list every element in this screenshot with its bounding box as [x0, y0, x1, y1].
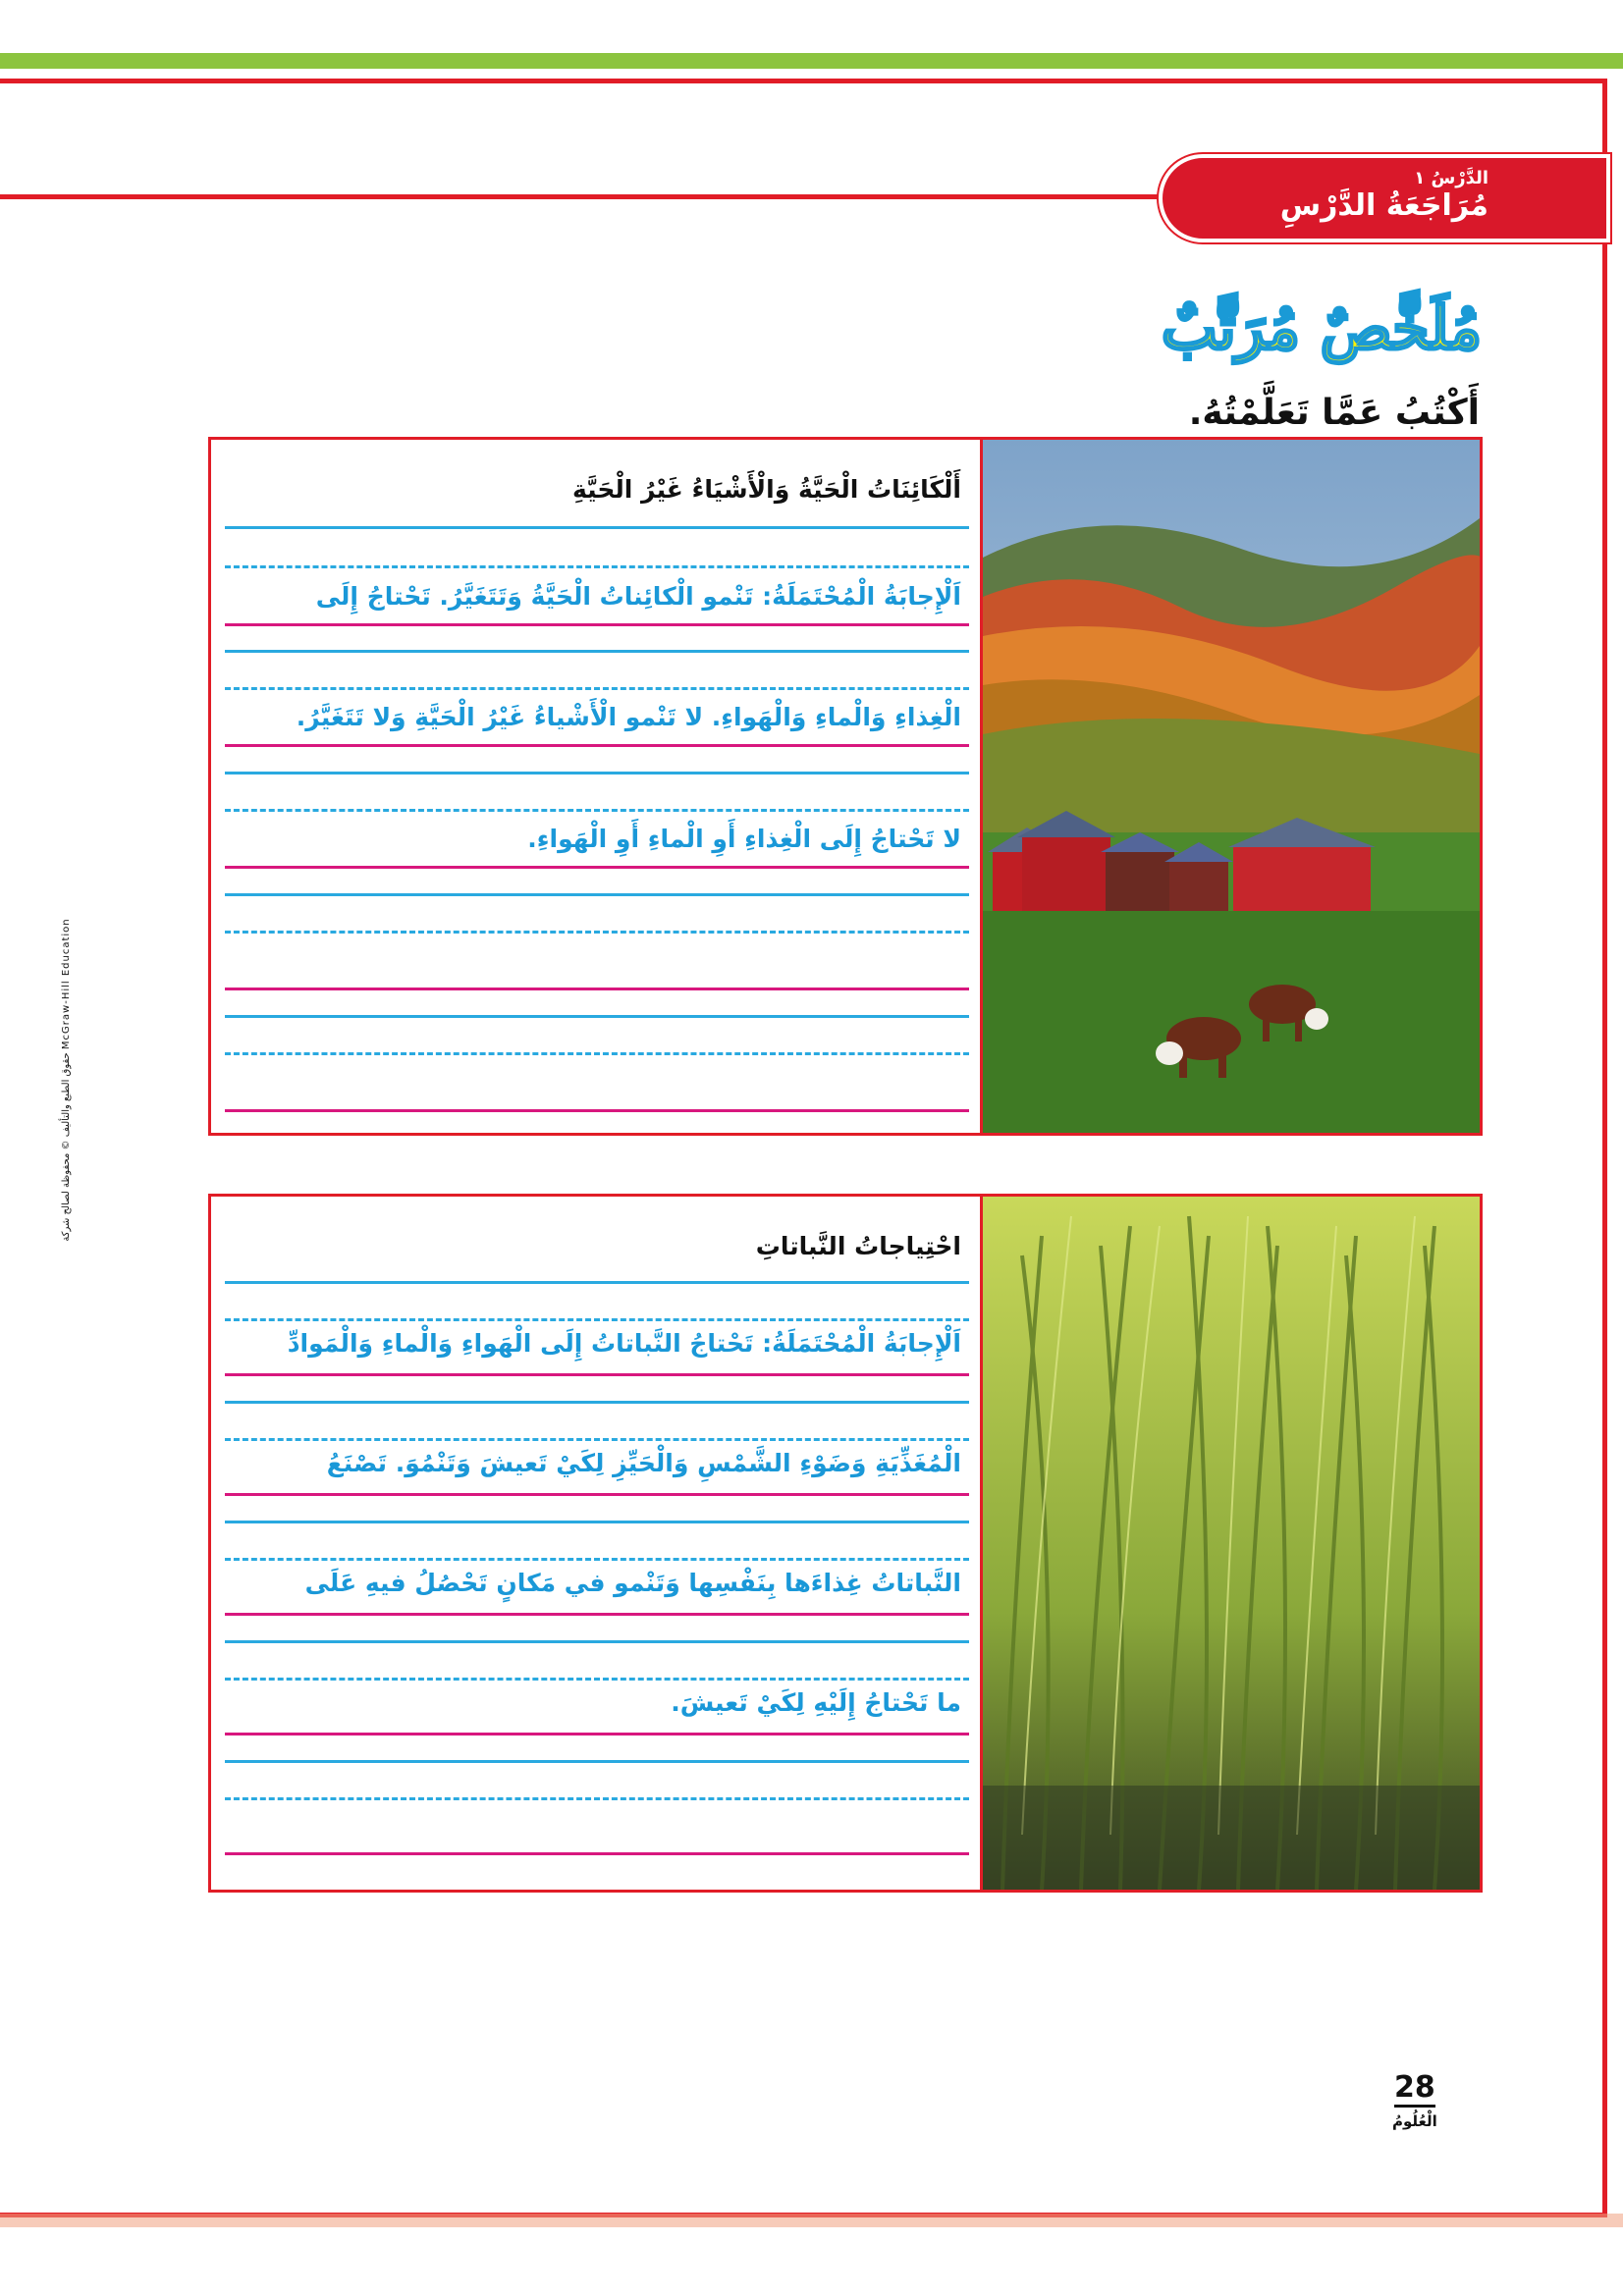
rule-line: [225, 1109, 969, 1112]
page-number: 28: [1394, 2071, 1435, 2108]
answer-line: الْمُغَذِّيَةِ وَضَوْءِ الشَّمْسِ وَالْحَيِّزِ لِكَيْ تَعيشَ وَتَنْمُوَ. تَصْنَعُ: [326, 1449, 961, 1477]
instruction-text: أَكْتُبُ عَمَّا تَعَلَّمْتُهُ.: [1188, 393, 1480, 433]
summary-box-plant-needs: [208, 1194, 1483, 1893]
rule-line: [225, 526, 969, 529]
rule-line: [225, 988, 969, 990]
rule-line: [225, 866, 969, 869]
rule-line: [225, 1438, 969, 1441]
rule-line: [225, 1613, 969, 1616]
box-title: احْتِياجاتُ النَّباتاتِ: [755, 1232, 961, 1260]
farm-illustration: [983, 440, 1480, 1133]
rule-line: [225, 1052, 969, 1055]
grass-photo: [980, 1197, 1480, 1890]
rule-line: [225, 1373, 969, 1376]
lesson-label: الدَّرْسُ ١: [1414, 168, 1488, 188]
rule-line: [225, 1733, 969, 1735]
box-title: أَلْكَائِنَاتُ الْحَيَّةُ وَالْأَشْيَاءُ غَيْرُ الْحَيَّةِ: [572, 475, 961, 504]
rule-line: [225, 1318, 969, 1321]
lesson-review-tab: [1159, 154, 1610, 242]
copyright-side-note: حقوق الطبع والتأليف © محفوظة لصالح شركة McGraw-Hill Education: [61, 918, 72, 1242]
rule-line: [225, 1640, 969, 1643]
rule-line: [225, 1521, 969, 1523]
rule-line: [225, 893, 969, 896]
top-green-bar: [0, 53, 1623, 69]
answer-line: اَلْإِجابَةُ الْمُحْتَمَلَةُ: تَحْتاجُ النَّباتاتُ إِلَى الْهَواءِ وَالْماءِ وَالْمَوادِّ: [287, 1329, 961, 1358]
section-title: مُلَخَّصٌ مُرَتَّبٌ: [1162, 294, 1482, 363]
answer-line: الْغِذاءِ وَالْماءِ وَالْهَواءِ. لا تَنْمو الْأَشْياءُ غَيْرُ الْحَيَّةِ وَلا تَتَغَيَّرُ.: [296, 703, 961, 731]
rule-line: [225, 623, 969, 626]
lesson-review-title: مُرَاجَعَةُ الدَّرْسِ: [1279, 188, 1488, 223]
rule-line: [225, 650, 969, 653]
summary-box-living-things: [208, 437, 1483, 1136]
answer-line: لا تَحْتاجُ إِلَى الْغِذاءِ أَوِ الْماءِ أَوِ الْهَواءِ.: [527, 825, 961, 853]
rule-line: [225, 931, 969, 934]
page-frame-shadow: [0, 2214, 1623, 2227]
rule-line: [225, 1015, 969, 1018]
answer-line: النَّباتاتُ غِذاءَها بِنَفْسِها وَتَنْمو في مَكانٍ تَحْصُلُ فيهِ عَلَى: [304, 1569, 961, 1597]
grass-illustration: [983, 1197, 1480, 1890]
rule-line: [225, 1760, 969, 1763]
rule-line: [225, 687, 969, 690]
rule-line: [225, 744, 969, 747]
rule-line: [225, 1401, 969, 1404]
rule-line: [225, 772, 969, 774]
rule-line: [225, 565, 969, 568]
answer-line: ما تَحْتاجُ إِلَيْهِ لِكَيْ تَعيشَ.: [671, 1688, 961, 1717]
rule-line: [225, 1678, 969, 1681]
header-line: [0, 194, 1168, 199]
writing-area: [211, 1197, 983, 1890]
rule-line: [225, 1281, 969, 1284]
writing-area: [211, 440, 983, 1133]
answer-line: اَلْإِجابَةُ الْمُحْتَمَلَةُ: تَنْمو الْكائِناتُ الْحَيَّةُ وَتَتَغَيَّرُ. تَحْتاجُ إِلَى: [315, 582, 961, 611]
rule-line: [225, 809, 969, 812]
rule-line: [225, 1797, 969, 1800]
farm-photo: [980, 440, 1480, 1133]
rule-line: [225, 1493, 969, 1496]
page-subject: الْعُلُومُ: [1392, 2112, 1437, 2130]
rule-line: [225, 1852, 969, 1855]
rule-line: [225, 1558, 969, 1561]
